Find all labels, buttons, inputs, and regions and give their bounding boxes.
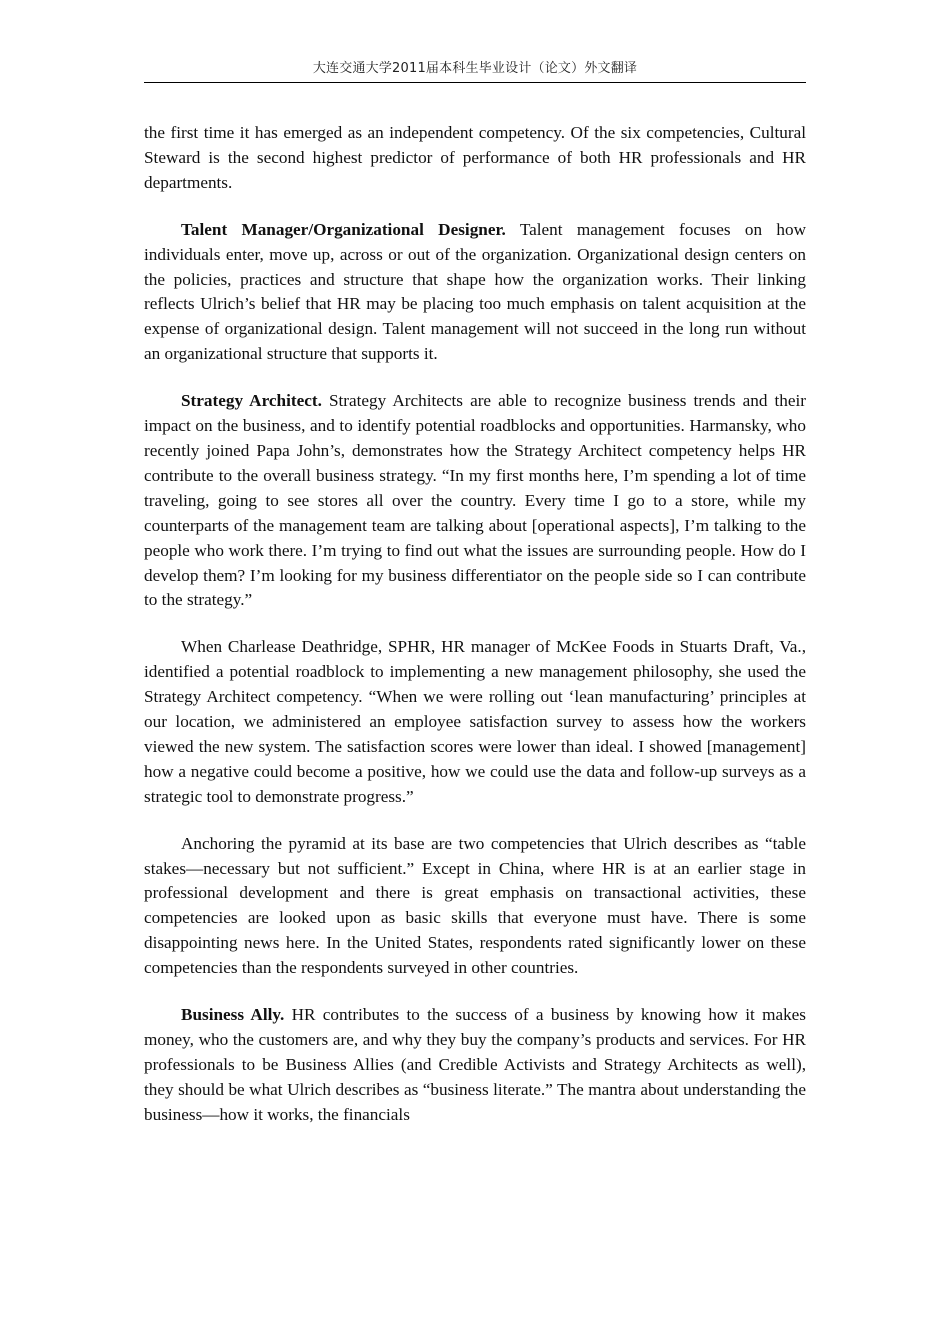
page-header: 大连交通大学2011届本科生毕业设计（论文）外文翻译 (144, 60, 806, 83)
paragraph-text: HR contributes to the success of a business by knowing how it makes money, who the customers are, and why they buy the company’s products and services. For HR professionals to be Business Allies (and Credible Activists and Strategy Architects as well), they should be what Ulrich describes as “business literate.” The mantra about understanding the business—how it works, the financials (144, 1005, 806, 1124)
paragraph-1 (144, 121, 806, 196)
paragraph-6 (144, 1003, 806, 1128)
paragraph-text: Strategy Architects are able to recognize business trends and their impact on the business, and to identify potential roadblocks and opportunities. Harmansky, who recently joined Papa John’s, demonstrates how the Strategy Architect competency helps HR contribute to the overall business strategy. “In my first months here, I’m spending a lot of time traveling, going to see stores all over the country. Every time I go to a store, while my counterparts of the management team are talking about [operational aspects], I’m talking to the people who work there. I’m trying to find out what the issues are surrounding people. How do I develop them? I’m looking for my business differentiator on the people side so I can contribute to the strategy.” (144, 391, 806, 610)
paragraph-heading: Strategy Architect. (181, 391, 322, 411)
paragraph-4 (144, 635, 806, 809)
paragraph-3 (144, 389, 806, 613)
paragraph-text: the first time it has emerged as an independent competency. Of the six competencies, Cultural Steward is the second highest predictor of performance of both HR professionals and HR departments. (144, 123, 806, 192)
document-page (144, 60, 806, 1150)
paragraph-heading: Business Ally. (181, 1005, 285, 1025)
paragraph-text: Anchoring the pyramid at its base are two competencies that Ulrich describes as “table stakes—necessary but not sufficient.” Except in China, where HR is at an earlier stage in professional development and there is great emphasis on transactional activities, these competencies are looked upon as basic skills that everyone must have. There is some disappointing news here. In the United States, respondents rated significantly lower on these competencies than the respondents surveyed in other countries. (144, 833, 806, 978)
paragraph-text: Talent management focuses on how individuals enter, move up, across or out of the organization. Organizational design centers on the policies, practices and structure that shape how the organization works. Their linking reflects Ulrich’s belief that HR may be placing too much emphasis on talent acquisition at the expense of organizational design. Talent management will not succeed in the long run without an organizational structure that supports it. (144, 219, 807, 364)
paragraph-heading: Talent Manager/Organizational Designer. (181, 219, 506, 239)
paragraph-2 (144, 218, 806, 367)
document-body (144, 121, 806, 1128)
paragraph-text: When Charlease Deathridge, SPHR, HR manager of McKee Foods in Stuarts Draft, Va., identified a potential roadblock to implementing a new management philosophy, she used the Strategy Architect competency. “When we were rolling out ‘lean manufacturing’ principles at our location, we administered an employee satisfaction survey to assess how the workers viewed the new system. The satisfaction scores were lower than ideal. I showed [management] how a negative could become a positive, how we could use the data and follow-up surveys as a strategic tool to demonstrate progress.” (144, 637, 806, 806)
paragraph-5 (144, 832, 806, 981)
